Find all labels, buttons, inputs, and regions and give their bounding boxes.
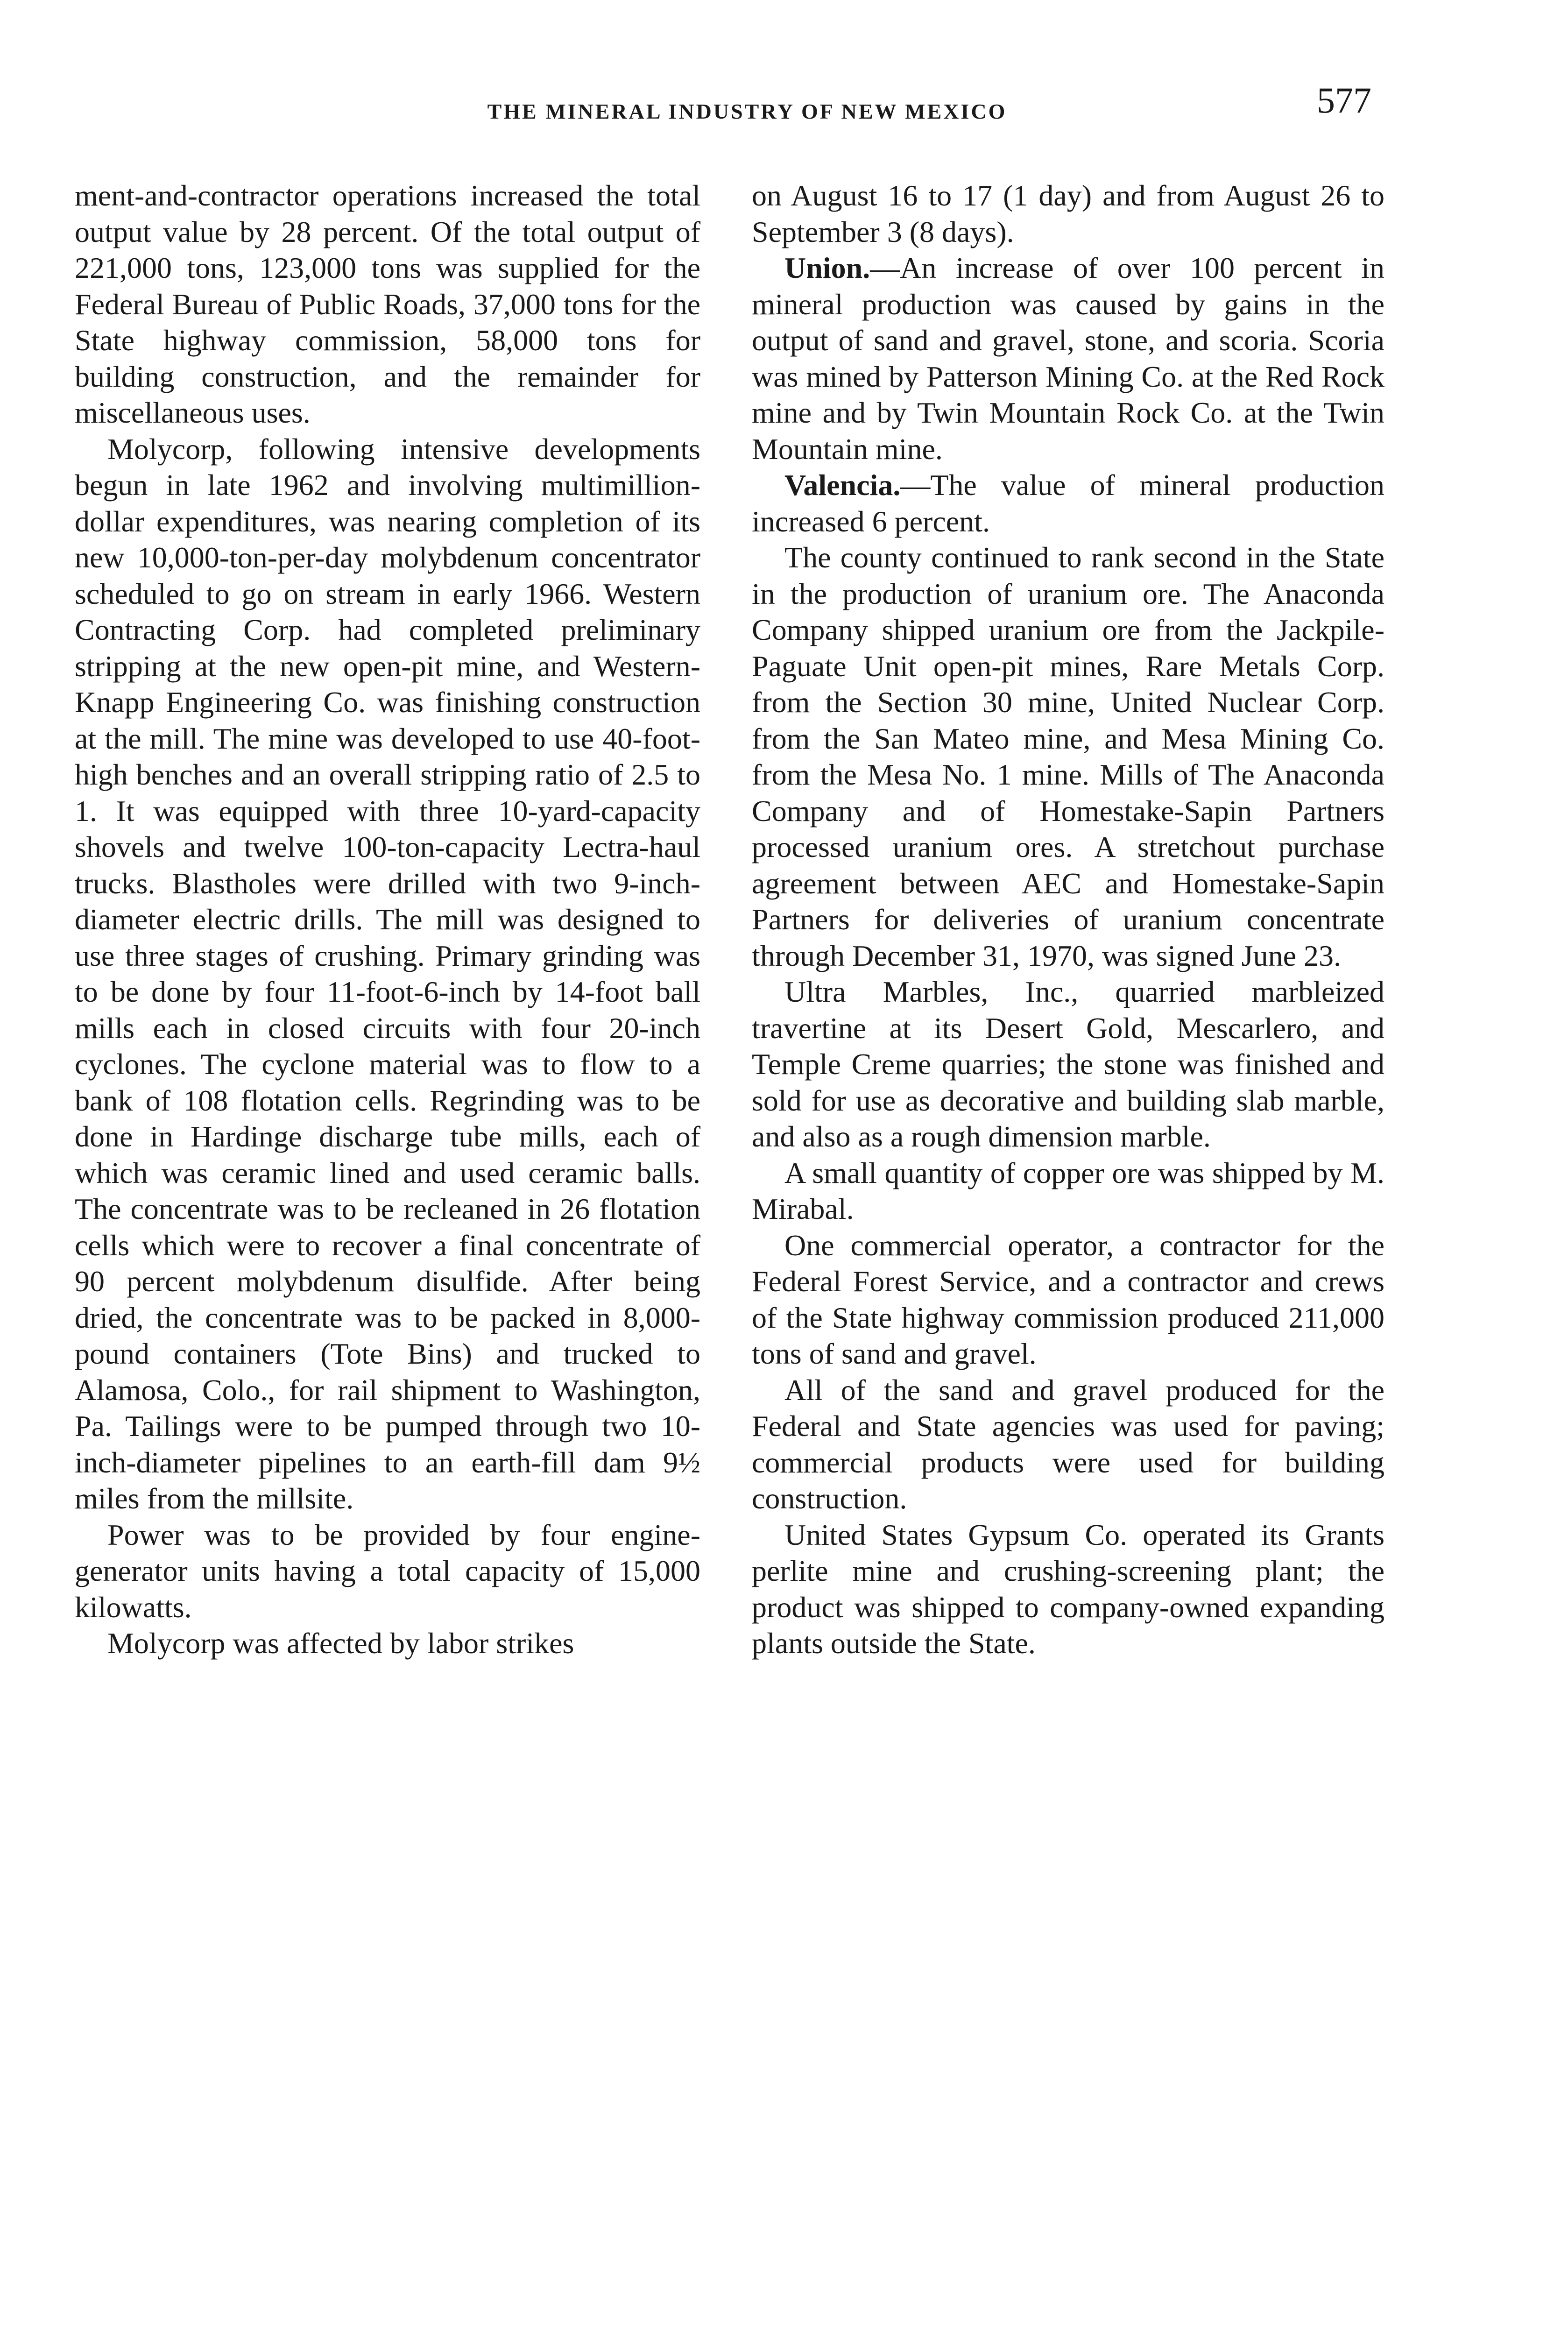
running-head: THE MINERAL INDUSTRY OF NEW MEXICO: [487, 99, 1007, 123]
page-number: 577: [1317, 80, 1371, 120]
right-paragraph-1: on August 16 to 17 (1 day) and from August 26 to September 3 (8 days).: [752, 179, 1384, 248]
right-column: [752, 177, 1384, 1662]
valencia-heading: Valencia.: [784, 468, 901, 502]
right-paragraph-5: Ultra Marbles, Inc., quarried marbleized travertine at its Desert Gold, Mescarlero, and Temple Creme quarries; the stone was finished and sold for use as decorative and building slab marble, and also as a rough dimension marble.: [752, 975, 1384, 1153]
left-paragraph-4: Molycorp was affected by labor strikes: [107, 1627, 574, 1660]
right-paragraph-6: A small quantity of copper ore was shipped by M. Mirabal.: [752, 1156, 1384, 1225]
left-paragraph-1: ment-and-contractor operations increased the total output value by 28 percent. Of the total output of 221,000 tons, 123,000 tons was supplied for the Federal Bureau of Public Roads, 37,000 tons for the State highway commission, 58,000 tons for building construction, and the remainder for miscellaneous uses.: [75, 179, 700, 429]
valencia-text: —The value of mineral production increased 6 percent.: [752, 468, 1384, 538]
valencia-paragraph: [752, 467, 1384, 539]
right-paragraph-8: All of the sand and gravel produced for the Federal and State agencies was used for paving; commercial products were used for building construction.: [752, 1373, 1384, 1515]
union-paragraph: [752, 250, 1384, 467]
right-paragraph-7: One commercial operator, a contractor for the Federal Forest Service, and a contractor and crews of the State highway commission produced 211,000 tons of sand and gravel.: [752, 1228, 1384, 1370]
union-heading: Union.: [784, 251, 870, 284]
right-paragraph-9: United States Gypsum Co. operated its Grants perlite mine and crushing-screening plant; the product was shipped to company-owned expanding plants outside the State.: [752, 1518, 1384, 1660]
union-text: —An increase of over 100 percent in mineral production was caused by gains in the output of sand and gravel, stone, and scoria. Scoria was mined by Patterson Mining Co. at the Red Rock mine and by Twin Mountain Rock Co. at the Twin Mountain mine.: [752, 251, 1384, 466]
left-paragraph-2: Molycorp, following intensive developments begun in late 1962 and involving multimillion-dollar expenditures, was nearing completion of its new 10,000-ton-per-day molybdenum concentrator scheduled to go on stream in early 1966. Western Contracting Corp. had completed preliminary stripping at the new open-pit mine, and Western-Knapp Engineering Co. was finishing construction at the mill. The mine was developed to use 40-foot-high benches and an overall stripping ratio of 2.5 to 1. It was equipped with three 10-yard-capacity shovels and twelve 100-ton-capacity Lectra-haul trucks. Blastholes were drilled with two 9-inch- diameter electric drills. The mill was designed to use three stages of crushing. Primary grinding was to be done by four 11-foot-6-inch by 14-foot ball mills each in closed circuits with four 20-inch cyclones. The cyclone material was to flow to a bank of 108 flotation cells. Regrinding was to be done in Hardinge discharge tube mills, each of which was ceramic lined and used ceramic balls. The concentrate was to be recleaned in 26 flotation cells which were to recover a final concentrate of 90 percent molybdenum disulfide. After being dried, the concentrate was to be packed in 8,000-pound containers (Tote Bins) and trucked to Alamosa, Colo., for rail shipment to Washington, Pa. Tailings were to be pumped through two 10-inch-diameter pipelines to an earth-fill dam 9½ miles from the millsite.: [75, 432, 700, 1515]
left-column: [75, 177, 700, 1662]
left-paragraph-3: Power was to be provided by four engine-generator units having a total capacity of 15,000 kilowatts.: [75, 1518, 700, 1624]
right-paragraph-4: The county continued to rank second in the State in the production of uranium ore. The Anaconda Company shipped uranium ore from the Jackpile-Paguate Unit open-pit mines, Rare Metals Corp. from the Section 30 mine, United Nuclear Corp. from the San Mateo mine, and Mesa Mining Co. from the Mesa No. 1 mine. Mills of The Anaconda Company and of Homestake-Sapin Partners processed uranium ores. A stretchout purchase agreement between AEC and Homestake-Sapin Partners for deliveries of uranium concentrate through December 31, 1970, was signed June 23.: [752, 541, 1384, 972]
